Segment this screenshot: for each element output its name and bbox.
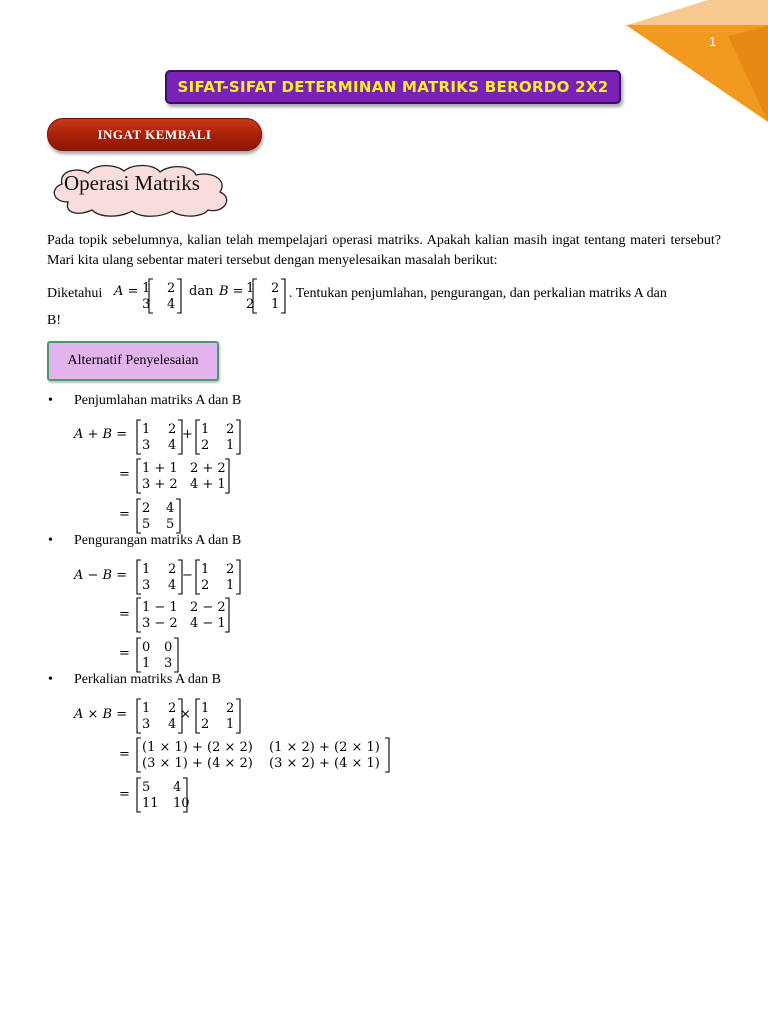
matrix-cell: 11 (142, 796, 159, 811)
equals-sign: = (119, 646, 130, 661)
left-bracket (137, 738, 141, 772)
matrix-cell: 5 (142, 517, 151, 532)
section-heading: Perkalian matriks A dan B (74, 672, 221, 687)
matrix-cell: 2 (168, 422, 177, 437)
matrix-cell: 4 − 1 (190, 616, 226, 631)
matrix-cell: 4 (166, 501, 175, 516)
equals-sign: = (119, 467, 130, 482)
matrix-cell: 5 (142, 780, 151, 795)
matrix-cell: 1 (142, 562, 151, 577)
equals-sign: = (119, 787, 130, 802)
matrix-cell: 2 (246, 297, 255, 312)
matrix-cell: 1 + 1 (142, 461, 178, 476)
left-bracket (196, 699, 200, 733)
given-task-end: B! (47, 313, 61, 328)
matrix-cell: 2 (142, 501, 151, 516)
matrix-cell: (3 × 1) + (4 × 2) (142, 756, 253, 771)
right-bracket (236, 699, 240, 733)
matrix-cell: 2 (201, 717, 210, 732)
matrix-cell: 3 (142, 438, 151, 453)
matrix-cell: 1 (271, 297, 280, 312)
given-prefix: Diketahui (47, 286, 103, 301)
page-number: 1 (709, 34, 717, 49)
solution-label: Alternatif Penyelesaian (47, 341, 219, 381)
equation-operator: + (182, 427, 193, 442)
section-title: Operasi Matriks (64, 171, 200, 195)
bullet-icon: • (48, 672, 53, 687)
matrix-cell: (3 × 2) + (4 × 1) (269, 756, 380, 771)
matrix-a-label: A = (114, 284, 139, 299)
matrix-cell: 1 (142, 281, 151, 296)
section-heading: Penjumlahan matriks A dan B (74, 393, 242, 408)
matrix-a (137, 699, 182, 733)
result-matrix (137, 778, 190, 812)
matrix-cell: 0 (164, 640, 173, 655)
matrix-cell: 3 (142, 717, 151, 732)
matrix-cell: 1 (246, 281, 255, 296)
matrix-cell: 2 (201, 578, 210, 593)
matrix-cell: 1 − 1 (142, 600, 178, 615)
matrix-cell: 2 − 2 (190, 600, 226, 615)
matrix-cell: 2 (226, 701, 235, 716)
equation-lhs: A − B = (74, 568, 128, 583)
equals-sign: = (119, 607, 130, 622)
matrix-cell: 2 (168, 562, 177, 577)
matrix-cell: 2 (167, 281, 176, 296)
section-heading: Pengurangan matriks A dan B (74, 533, 242, 548)
matrix-cell: 3 + 2 (142, 477, 178, 492)
matrix-cell: 4 (168, 578, 177, 593)
matrix-b (196, 699, 240, 733)
equation-lhs: A × B = (74, 707, 128, 722)
given-joiner: dan (189, 284, 214, 299)
matrix-cell: 1 (142, 656, 151, 671)
matrix-b-label: B = (219, 284, 244, 299)
equation-operator: − (182, 568, 193, 583)
matrix-cell: 10 (173, 796, 190, 811)
matrix-cell: 1 (142, 701, 151, 716)
equation-operator: × (180, 707, 191, 722)
left-bracket (137, 778, 141, 812)
matrix-cell: 1 (226, 438, 235, 453)
matrix-cell: 3 (142, 297, 151, 312)
matrix-cell: (1 × 2) + (2 × 1) (269, 740, 380, 755)
matrix-cell: 1 (226, 717, 235, 732)
bullet-icon: • (48, 533, 53, 548)
matrix-cell: 1 (142, 422, 151, 437)
equals-sign: = (119, 507, 130, 522)
page-title: SIFAT-SIFAT DETERMINAN MATRIKS BERORDO 2X2 (165, 70, 621, 104)
matrix-cell: 3 (164, 656, 173, 671)
matrix-cell: 2 + 2 (190, 461, 226, 476)
matrix-cell: 4 (168, 438, 177, 453)
matrix-cell: 1 (201, 422, 210, 437)
matrix-cell: 2 (201, 438, 210, 453)
equals-sign: = (119, 747, 130, 762)
step-matrix (137, 738, 389, 772)
right-bracket (385, 738, 389, 772)
matrix-cell: 3 − 2 (142, 616, 178, 631)
bullet-icon: • (48, 393, 53, 408)
matrix-cell: 4 (173, 780, 182, 795)
matrix-cell: 4 + 1 (190, 477, 226, 492)
intro-paragraph: Pada topik sebelumnya, kalian telah mempelajari operasi matriks. Apakah kalian masih ingat tentang materi tersebut? Mari kita ulang sebentar materi tersebut dengan menyelesaikan masalah berikut: (47, 233, 721, 268)
matrix-cell: 2 (271, 281, 280, 296)
matrix-cell: 1 (226, 578, 235, 593)
matrix-cell: 1 (201, 562, 210, 577)
recall-badge: INGAT KEMBALI (47, 118, 262, 151)
matrix-cell: 2 (168, 701, 177, 716)
matrix-cell: 1 (201, 701, 210, 716)
matrix-cell: 2 (226, 562, 235, 577)
equation-lhs: A + B = (74, 427, 128, 442)
matrix-cell: 4 (168, 717, 177, 732)
left-bracket (137, 699, 141, 733)
matrix-cell: 4 (167, 297, 176, 312)
given-task: . Tentukan penjumlahan, pengurangan, dan perkalian matriks A dan (289, 286, 667, 301)
matrix-cell: 2 (226, 422, 235, 437)
matrix-cell: 3 (142, 578, 151, 593)
matrix-cell: (1 × 1) + (2 × 2) (142, 740, 253, 755)
matrix-cell: 0 (142, 640, 151, 655)
matrix-cell: 5 (166, 517, 175, 532)
